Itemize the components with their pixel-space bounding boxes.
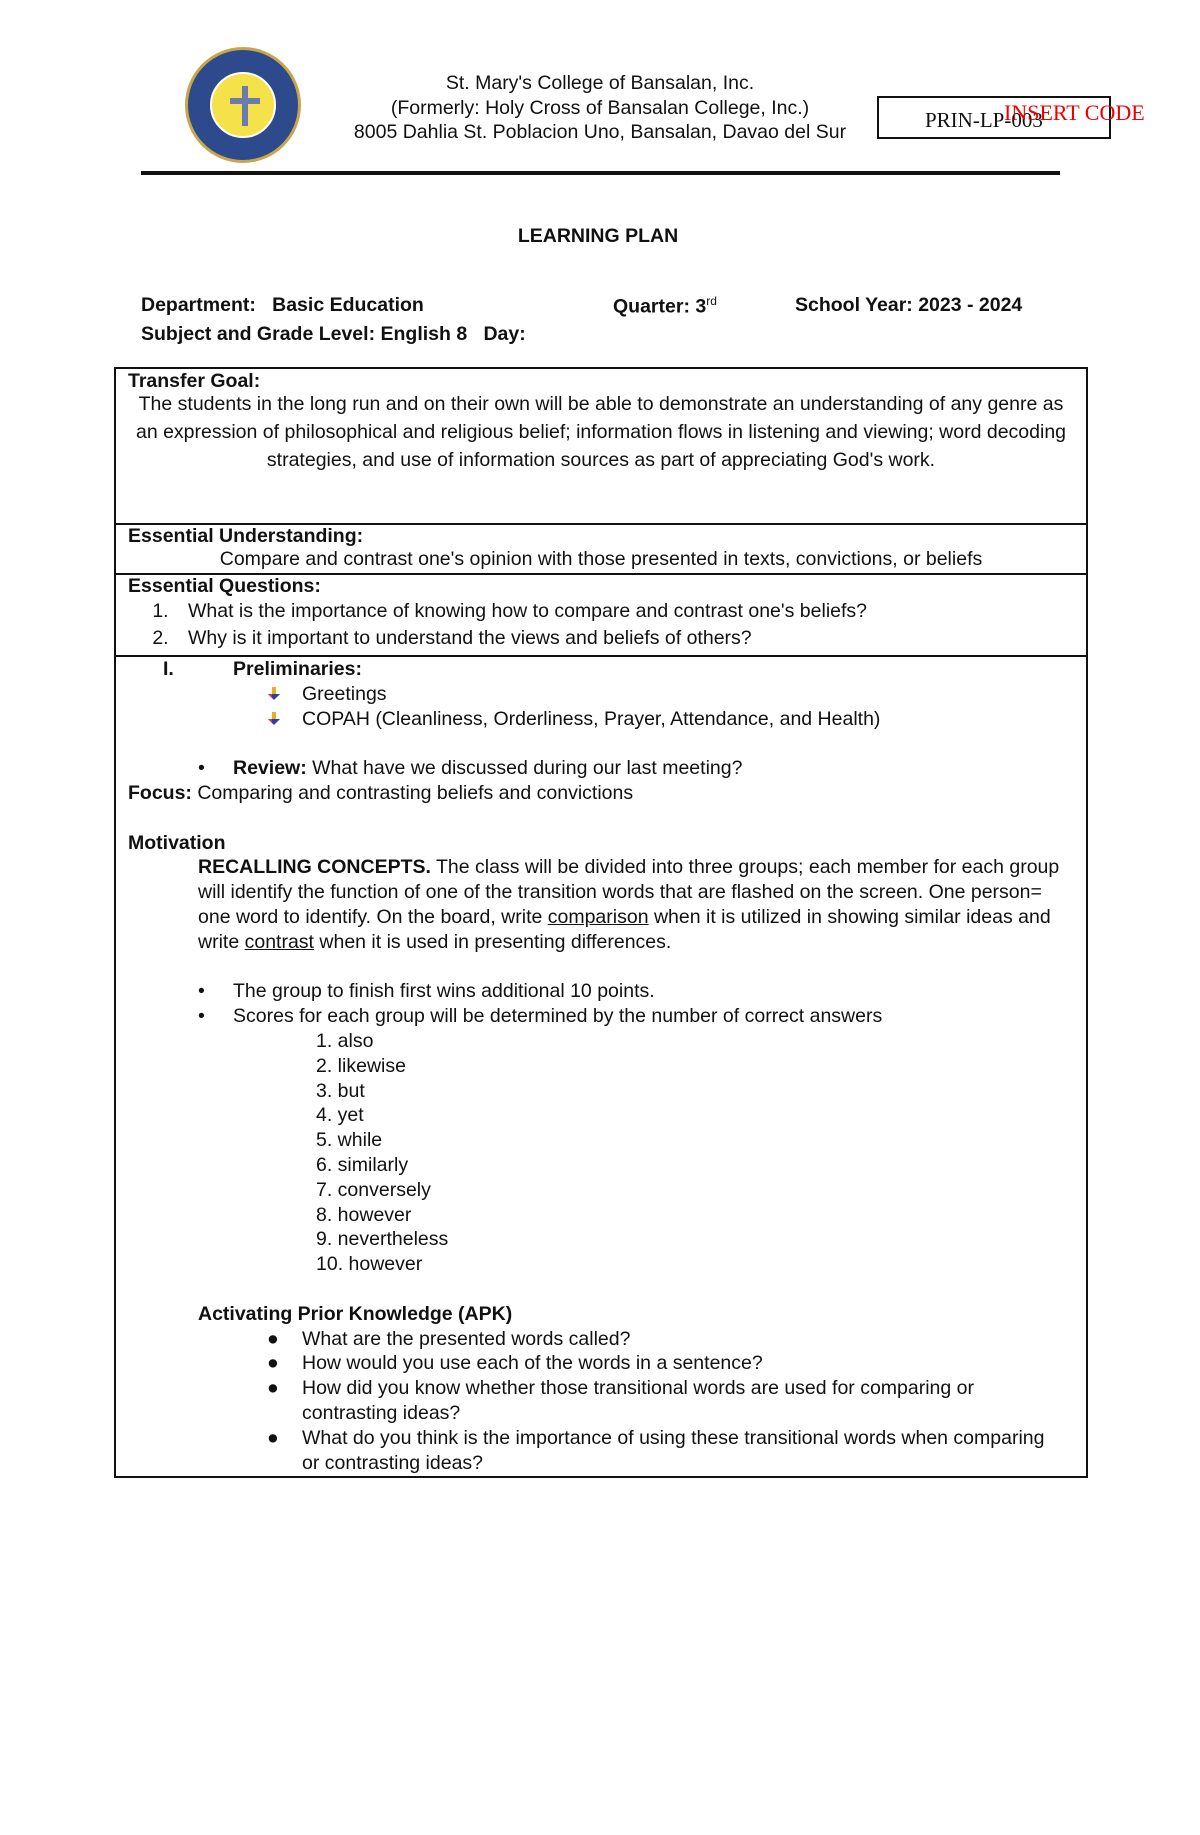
essential-questions-cell (116, 575, 1086, 657)
lesson-body (116, 657, 1086, 1475)
transfer-goal-label: Transfer Goal: (128, 370, 261, 392)
page-title: LEARNING PLAN (517, 225, 679, 247)
list-item: • Scores for each group will be determined by the number of correct answers (198, 1005, 883, 1028)
header-divider (141, 171, 1060, 175)
word-item: 2. likewise (316, 1054, 406, 1077)
review-item: • Review: What have we discussed during our last meeting? (198, 757, 743, 780)
focus: Focus: Comparing and contrasting beliefs and convictions (128, 781, 634, 804)
word-item: 3. but (316, 1079, 365, 1102)
transfer-goal-text: The students in the long run and on their own will be able to demonstrate an understanding of any genre as an expression of philosophical and religious belief; information flows in listening and viewing; word decoding strategies, and use of information sources as part of appreciating God's work. (135, 393, 1067, 471)
transfer-goal-cell (116, 369, 1086, 525)
motivation-heading: Motivation (128, 831, 226, 854)
learning-plan-table (114, 367, 1088, 1478)
document-code: PRIN-LP-003 (877, 96, 1111, 139)
college-former-name: (Formerly: Holy Cross of Bansalan College, Inc.) (390, 97, 810, 119)
word-item: 10. however (316, 1253, 423, 1276)
list-item: COPAH (Cleanliness, Orderliness, Prayer, Attendance, and Health) (267, 707, 1074, 732)
word-item: 1. also (316, 1029, 374, 1052)
word-item: 4. yet (316, 1104, 364, 1127)
list-item: Greetings (267, 682, 1074, 707)
word-item: 5. while (316, 1129, 383, 1152)
motivation-text: RECALLING CONCEPTS. The class will be divided into three groups; each member for each group will identify the function of one of the transition words that are flashed on the screen. One person= one word to identify. On the board, write comparison when it is utilized in showing similar ideas and write contrast when it is used in presenting differences. (198, 856, 1060, 953)
subject-grade: Subject and Grade Level: English 8 Day: (141, 323, 526, 345)
list-item: ● What do you think is the importance of using these transitional words when comparing or contrasting ideas? (267, 1426, 1045, 1474)
apk-heading: Activating Prior Knowledge (APK) (198, 1302, 513, 1325)
college-name: St. Mary's College of Bansalan, Inc. (445, 72, 755, 94)
quarter: Quarter: 3rd (613, 294, 717, 318)
arrow-bullet-icon (267, 707, 302, 732)
list-item: ● How did you know whether those transitional words are used for comparing or contrasting ideas? (267, 1377, 975, 1424)
essential-questions-label: Essential Questions: (128, 575, 321, 597)
school-year: School Year: 2023 - 2024 (795, 294, 1023, 316)
essential-understanding-label: Essential Understanding: (128, 525, 364, 547)
list-item: • The group to finish first wins additional 10 points. (198, 980, 655, 1003)
word-item: 9. nevertheless (316, 1228, 449, 1251)
insert-code-overlay: INSERT CODE (1004, 100, 1145, 125)
department: Department: Basic Education (141, 294, 424, 316)
essential-understanding-text: Compare and contrast one's opinion with those presented in texts, convictions, or beliefs (219, 548, 983, 570)
word-item: 8. however (316, 1203, 412, 1226)
word-item: 7. conversely (316, 1178, 431, 1201)
list-item: ● What are the presented words called? (267, 1327, 631, 1350)
college-address: 8005 Dahlia St. Poblacion Uno, Bansalan, Davao del Sur (353, 121, 847, 143)
question-item: 1. What is the importance of knowing how to compare and contrast one's beliefs? (174, 598, 1074, 625)
list-item: ● How would you use each of the words in a sentence? (267, 1352, 763, 1375)
arrow-bullet-icon (267, 682, 302, 707)
transition-words-list (316, 1029, 1074, 1277)
essential-questions-list (174, 598, 1074, 652)
question-item: 2. Why is it important to understand the views and beliefs of others? (174, 625, 1074, 652)
essential-understanding-cell (116, 525, 1086, 575)
word-item: 6. similarly (316, 1153, 409, 1176)
preliminaries-heading: I. Preliminaries: (163, 658, 362, 680)
